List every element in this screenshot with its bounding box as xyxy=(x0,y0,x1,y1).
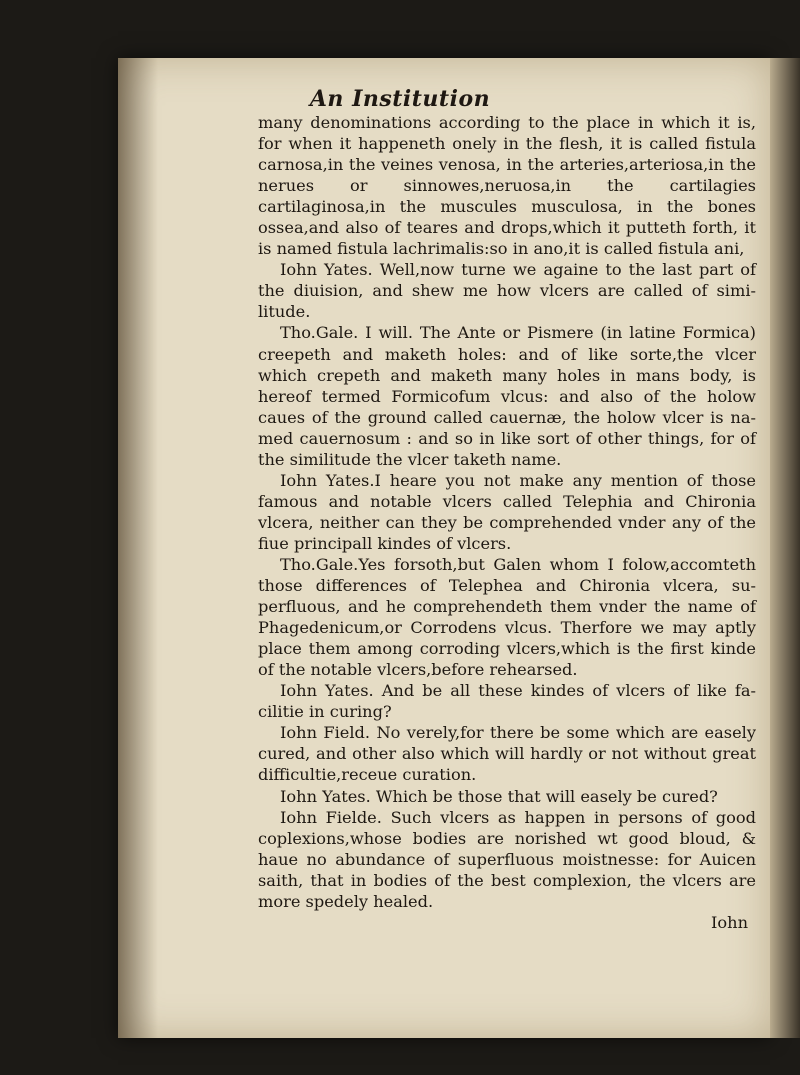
paragraph: Iohn Yates.I heare you not make any mention of those famous and notable vlcers called Telephia and Chironia vlcera, neither can they be comprehended vnder any of the fiue principall kindes of vlcers. xyxy=(258,470,756,553)
page-gutter-shadow xyxy=(118,58,158,1038)
paragraph: Tho.Gale.Yes forsoth,but Galen whom I folow,accomteth those differences of Telephea and Chironia vlcera, superfluous, and he comprehendeth them vnder the name of Phagedenicum,or Corrodens vlcus. Therfore we may aptly place them among corroding vlcers,which is the first kinde of the notable vlcers,before rehearsed. xyxy=(258,554,756,680)
body-text xyxy=(258,112,756,933)
catchword: Iohn xyxy=(711,912,748,932)
paragraph: Tho.Gale. I will. The Ante or Pismere (in latine Formica) creepeth and maketh holes: and of like sorte,the vlcer which crepeth and maketh many holes in mans body, is hereof termed Formicofum vlcus: and also of the holow caues of the ground called cauernæ, the holow vlcer is named cauernosum : and so in like sort of other things, for of the similitude the vlcer taketh name. xyxy=(258,323,756,469)
paragraph: Iohn Yates. Which be those that will easely be cured? xyxy=(280,786,718,806)
paragraph: Iohn Field. No verely,for there be some which are easely cured, and other also which will hardly or not without great difficultie,receue curation. xyxy=(258,723,756,785)
paragraph: Iohn Yates. And be all these kindes of vlcers of like facilitie in curing? xyxy=(258,681,756,722)
paragraph: Iohn Yates. Well,now turne we againe to the last part of the diuision, and shew me how vlcers are called of similitude. xyxy=(258,260,756,322)
paragraph: many denominations according to the place in which it is, for when it happeneth onely in the flesh, it is called fistula carnosa,in the veines venosa, in the arteries,arteriosa,in the nerues or sinnowes,neruosa,in the cartilagies cartilaginosa,in the muscules musculosa, in the bones ossea,and also of teares and drops,which it putteth forth, it is named fistula lachrimalis:so in ano,it is called fistula ani, xyxy=(258,113,756,259)
page-edge xyxy=(770,58,800,1038)
running-head: An Institution xyxy=(309,86,491,112)
paragraph: Iohn Fielde. Such vlcers as happen in persons of good coplexions,whose bodies are norished wt good bloud, & haue no abundance of superfluous moistnesse: for Auicen saith, that in bodies of the best complexion, the vlcers are more spedely healed. xyxy=(258,807,756,911)
